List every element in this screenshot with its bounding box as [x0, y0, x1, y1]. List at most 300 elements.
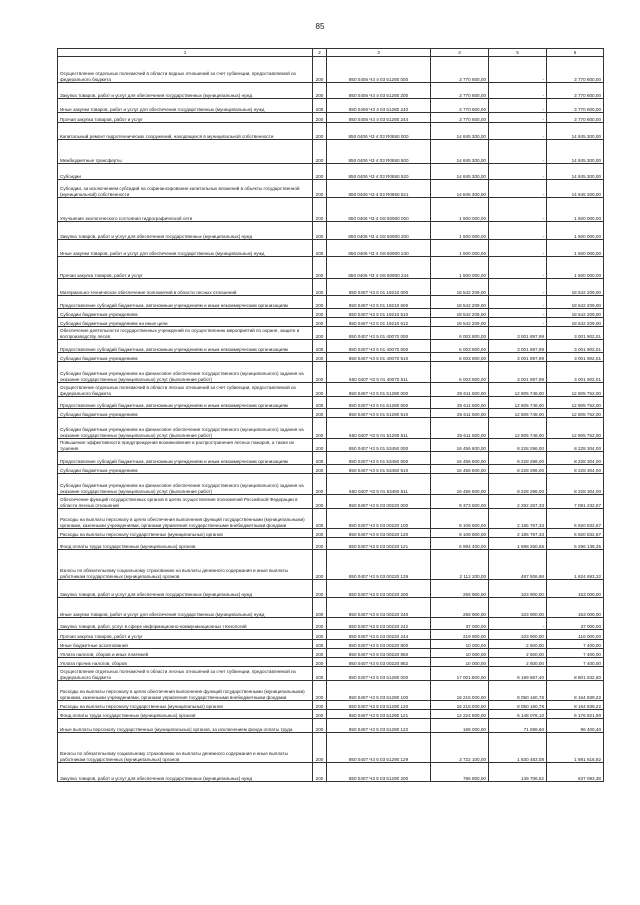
row-line-code-cell: 200 [313, 550, 327, 580]
row-budget-code-cell: 850 0407 Ч3 5 01 40070 600 [327, 340, 431, 353]
row-approved-amount-cell: 14 845 300,00 [431, 180, 489, 198]
row-unexecuted-amount-cell: 3 770 600,00 [547, 99, 604, 113]
row-approved-amount-cell: 6 994 400,00 [431, 538, 489, 550]
row-unexecuted-amount-cell: 37 000,00 [547, 618, 604, 630]
row-approved-amount-cell: 16 456 600,00 [431, 465, 489, 474]
table-row [58, 763, 604, 782]
row-name-cell: Расходы на выплаты персоналу государственных (муниципальных) органов [58, 529, 313, 538]
row-line-code-cell: 200 [313, 681, 327, 701]
row-approved-amount-cell: 10 000,00 [431, 640, 489, 649]
table-row [58, 362, 604, 383]
row-line-code-cell: 200 [313, 318, 327, 327]
row-executed-amount-cell: 2 185 767,33 [489, 509, 547, 529]
row-executed-amount-cell: - [489, 222, 547, 240]
row-unexecuted-amount-cell: 8 228 304,00 [547, 439, 604, 452]
row-unexecuted-amount-cell: 153 000,00 [547, 580, 604, 598]
row-budget-code-cell: 850 0407 Ч3 5 01 53450 611 [327, 474, 431, 495]
row-unexecuted-amount-cell: 18 542 209,00 [547, 309, 604, 318]
row-budget-code-cell: 850 0407 Ч3 5 03 51290 120 [327, 701, 431, 710]
table-row [58, 279, 604, 296]
row-executed-amount-cell: 2 600,00 [489, 658, 547, 667]
row-unexecuted-amount-cell: 8 228 304,00 [547, 474, 604, 495]
row-budget-code-cell: 850 0407 Ч3 5 01 53450 610 [327, 465, 431, 474]
row-line-code-cell: 200 [313, 701, 327, 710]
row-name-cell: Взносы по обязательному социальному страхованию на выплаты денежного содержания и иные выплаты работникам государственных (муниципальных) органов [58, 733, 313, 763]
row-budget-code-cell: 850 0407 Ч3 5 01 19210 610 [327, 309, 431, 318]
table-row [58, 164, 604, 180]
table-row [58, 598, 604, 618]
row-unexecuted-amount-cell: 3 770 600,00 [547, 57, 604, 83]
row-budget-code-cell: 850 0407 Ч3 5 03 00220 100 [327, 509, 431, 529]
row-line-code-cell: 200 [313, 509, 327, 529]
row-line-code-cell: 200 [313, 452, 327, 465]
table-row [58, 327, 604, 340]
row-budget-code-cell: 850 0407 Ч3 5 03 51290 129 [327, 733, 431, 763]
row-budget-code-cell: 850 0407 Ч3 5 03 51290 200 [327, 763, 431, 782]
row-line-code-cell: 200 [313, 538, 327, 550]
table-row [58, 681, 604, 701]
row-executed-amount-cell: 2 600,00 [489, 649, 547, 658]
row-approved-amount-cell: 1 500 000,00 [431, 198, 489, 222]
row-name-cell: Прочая закупка товаров, работ и услуг [58, 630, 313, 640]
row-unexecuted-amount-cell: 8 801 932,60 [547, 667, 604, 681]
row-executed-amount-cell: 8 050 160,78 [489, 701, 547, 710]
row-unexecuted-amount-cell: 7 081 232,67 [547, 495, 604, 509]
row-line-code-cell: 200 [313, 719, 327, 733]
row-approved-amount-cell: 6 003 800,00 [431, 362, 489, 383]
row-budget-code-cell: 850 0407 Ч3 5 01 40070 000 [327, 327, 431, 340]
row-executed-amount-cell: 149 706,62 [489, 763, 547, 782]
row-approved-amount-cell: 18 542 209,00 [431, 318, 489, 327]
table-row [58, 140, 604, 164]
row-line-code-cell: 200 [313, 439, 327, 452]
row-name-cell: Осуществление отдельных полномочий в области лесных отношений за счет субвенции, предоставляемой из федерального бюджета [58, 383, 313, 397]
table-row [58, 123, 604, 140]
row-executed-amount-cell: - [489, 309, 547, 318]
row-unexecuted-amount-cell: 8 228 304,00 [547, 452, 604, 465]
column-header: 3 [327, 49, 431, 57]
row-budget-code-cell: 850 0406 Ч3 4 03 51280 000 [327, 57, 431, 83]
row-unexecuted-amount-cell: 14 845 300,00 [547, 164, 604, 180]
table-row [58, 257, 604, 279]
table-row [58, 719, 604, 733]
row-executed-amount-cell: - [489, 99, 547, 113]
row-executed-amount-cell: 1 830 483,08 [489, 733, 547, 763]
page-number: 85 [315, 22, 325, 31]
row-unexecuted-amount-cell: 6 920 832,67 [547, 509, 604, 529]
row-name-cell: Закупка товаров, работ и услуг для обеспечения государственных (муниципальных) нужд [58, 222, 313, 240]
row-executed-amount-cell: - [489, 123, 547, 140]
row-name-cell: Обеспечение функций государственных органов в целях осуществления полномочий Российской Федерации в области лесных отношений [58, 495, 313, 509]
row-line-code-cell: 200 [313, 667, 327, 681]
row-unexecuted-amount-cell: 14 845 300,00 [547, 140, 604, 164]
row-name-cell: Иные выплаты персоналу государственных (муниципальных) органов, за исключением фонда оплаты труда [58, 719, 313, 733]
row-budget-code-cell: 850 0406 Ч3 4 03 51280 244 [327, 113, 431, 123]
row-unexecuted-amount-cell: 3 770 600,00 [547, 83, 604, 99]
row-executed-amount-cell: - [489, 279, 547, 296]
row-line-code-cell: 200 [313, 83, 327, 99]
table-row [58, 113, 604, 123]
row-line-code-cell: 200 [313, 763, 327, 782]
row-budget-code-cell: 850 0406 Ч3 4 03 R0650 000 [327, 123, 431, 140]
row-approved-amount-cell: 6 003 800,00 [431, 340, 489, 353]
table-row [58, 222, 604, 240]
row-name-cell: Расходы на выплаты персоналу в целях обеспечения выполнения функций государственными (муниципальными) органами, казенными учреждениями, органами управления государственными внебюджетными фондами [58, 509, 313, 529]
row-unexecuted-amount-cell: 12 805 752,00 [547, 418, 604, 439]
table-row [58, 649, 604, 658]
row-line-code-cell: 200 [313, 164, 327, 180]
row-line-code-cell: 200 [313, 733, 327, 763]
row-approved-amount-cell: 786 800,00 [431, 763, 489, 782]
row-budget-code-cell: 850 0406 Ч3 4 03 51280 200 [327, 83, 431, 99]
column-header: 4 [431, 49, 489, 57]
row-executed-amount-cell: 3 001 897,99 [489, 362, 547, 383]
row-budget-code-cell: 850 0407 Ч3 5 03 00220 850 [327, 649, 431, 658]
budget-execution-table [57, 48, 604, 782]
row-line-code-cell: 200 [313, 279, 327, 296]
column-header: 2 [313, 49, 327, 57]
row-name-cell: Предоставление субсидий бюджетным, автономным учреждениям и иным некоммерческим организациям [58, 340, 313, 353]
row-executed-amount-cell: 487 506,68 [489, 550, 547, 580]
row-name-cell: Прочая закупка товаров, работ и услуг [58, 113, 313, 123]
row-line-code-cell: 200 [313, 140, 327, 164]
row-name-cell: Улучшение экологического состояния гидрографической сети [58, 198, 313, 222]
table-row [58, 452, 604, 465]
row-approved-amount-cell: 219 900,00 [431, 630, 489, 640]
table-row [58, 465, 604, 474]
row-executed-amount-cell: 12 805 748,00 [489, 418, 547, 439]
row-unexecuted-amount-cell: 116 000,00 [547, 630, 604, 640]
row-approved-amount-cell: 16 456 600,00 [431, 439, 489, 452]
row-approved-amount-cell: 256 900,00 [431, 580, 489, 598]
row-name-cell: Уплата прочих налогов, сборов [58, 658, 313, 667]
row-unexecuted-amount-cell: 1 500 000,00 [547, 240, 604, 257]
row-unexecuted-amount-cell: 12 805 752,00 [547, 397, 604, 409]
table-row [58, 439, 604, 452]
row-unexecuted-amount-cell: 12 805 752,00 [547, 383, 604, 397]
row-approved-amount-cell: 9 106 600,00 [431, 509, 489, 529]
row-unexecuted-amount-cell: 3 001 902,01 [547, 327, 604, 340]
row-budget-code-cell: 850 0407 Ч3 5 03 00220 240 [327, 598, 431, 618]
row-unexecuted-amount-cell: 7 400,00 [547, 649, 604, 658]
table-row [58, 658, 604, 667]
row-executed-amount-cell: 8 228 296,00 [489, 474, 547, 495]
row-executed-amount-cell: - [489, 296, 547, 309]
row-approved-amount-cell: 18 542 209,00 [431, 309, 489, 318]
row-line-code-cell: 200 [313, 658, 327, 667]
row-unexecuted-amount-cell: 3 001 902,01 [547, 340, 604, 353]
row-line-code-cell: 200 [313, 383, 327, 397]
row-name-cell: Субсидии бюджетным учреждениям [58, 465, 313, 474]
row-name-cell: Расходы на выплаты персоналу государственных (муниципальных) органов [58, 701, 313, 710]
row-budget-code-cell: 850 0406 Ч3 4 G8 50900 244 [327, 257, 431, 279]
row-unexecuted-amount-cell: 12 805 752,00 [547, 409, 604, 418]
row-name-cell: Фонд оплаты труда государственных (муниципальных) органов [58, 538, 313, 550]
row-name-cell: Субсидии бюджетным учреждениям на финансовое обеспечение государственного (муниципального) задания на оказание государственных (муниципальных) услуг (выполнение работ) [58, 474, 313, 495]
row-name-cell: Прочая закупка товаров, работ и услуг [58, 257, 313, 279]
row-line-code-cell: 200 [313, 630, 327, 640]
row-name-cell: Закупка товаров, работ и услуг для обеспечения государственных (муниципальных) нужд [58, 763, 313, 782]
row-approved-amount-cell: 14 845 300,00 [431, 140, 489, 164]
table-row [58, 409, 604, 418]
row-unexecuted-amount-cell: 8 164 839,22 [547, 701, 604, 710]
table-row [58, 198, 604, 222]
row-line-code-cell: 200 [313, 640, 327, 649]
table-row [58, 296, 604, 309]
row-name-cell: Капитальный ремонт гидротехнических сооружений, находящихся в муниципальной собственности [58, 123, 313, 140]
row-name-cell: Иные закупки товаров, работ и услуг для обеспечения государственных (муниципальных) нужд [58, 240, 313, 257]
row-approved-amount-cell: 2 112 200,00 [431, 550, 489, 580]
row-budget-code-cell: 850 0407 Ч3 5 03 00220 852 [327, 658, 431, 667]
table-row [58, 353, 604, 362]
row-executed-amount-cell: - [489, 180, 547, 198]
row-line-code-cell: 200 [313, 296, 327, 309]
table-row [58, 397, 604, 409]
row-name-cell: Субсидии бюджетным учреждениям на финансовое обеспечение государственного (муниципального) задания на оказание государственных (муниципальных) услуг (выполнение работ) [58, 362, 313, 383]
row-budget-code-cell: 850 0406 Ч3 4 03 R0650 500 [327, 140, 431, 164]
row-executed-amount-cell: 8 228 296,00 [489, 465, 547, 474]
row-budget-code-cell: 850 0407 Ч3 5 01 51290 610 [327, 409, 431, 418]
row-line-code-cell: 200 [313, 529, 327, 538]
row-name-cell: Предоставление субсидий бюджетным, автономным учреждениям и иным некоммерческим организациям [58, 452, 313, 465]
row-line-code-cell: 200 [313, 327, 327, 340]
row-executed-amount-cell: 12 805 748,00 [489, 409, 547, 418]
row-executed-amount-cell: 8 199 867,40 [489, 667, 547, 681]
row-name-cell: Субсидии бюджетным учреждениям [58, 309, 313, 318]
row-approved-amount-cell: 16 215 000,00 [431, 681, 489, 701]
row-approved-amount-cell: 3 770 600,00 [431, 57, 489, 83]
row-name-cell: Субсидии бюджетным учреждениям [58, 409, 313, 418]
row-budget-code-cell: 850 0407 Ч3 5 03 00220 242 [327, 618, 431, 630]
row-executed-amount-cell: 6 148 078,10 [489, 710, 547, 719]
row-name-cell: Иные закупки товаров, работ и услуг для обеспечения государственных (муниципальных) нужд [58, 99, 313, 113]
row-budget-code-cell: 850 0407 Ч3 5 01 40070 611 [327, 362, 431, 383]
row-unexecuted-amount-cell: 7 400,00 [547, 640, 604, 649]
row-executed-amount-cell: 8 228 296,00 [489, 452, 547, 465]
row-line-code-cell: 200 [313, 113, 327, 123]
row-name-cell: Закупка товаров, работ и услуг для обеспечения государственных (муниципальных) нужд [58, 83, 313, 99]
column-header: 5 [489, 49, 547, 57]
row-approved-amount-cell: 168 000,00 [431, 719, 489, 733]
row-executed-amount-cell: - [489, 113, 547, 123]
table-row [58, 340, 604, 353]
row-approved-amount-cell: 16 456 600,00 [431, 474, 489, 495]
table-row [58, 240, 604, 257]
row-approved-amount-cell: 1 500 000,00 [431, 222, 489, 240]
table-row [58, 99, 604, 113]
row-budget-code-cell: 850 0407 Ч3 5 01 51290 611 [327, 418, 431, 439]
row-line-code-cell: 200 [313, 618, 327, 630]
row-budget-code-cell: 850 0407 Ч3 5 01 19210 000 [327, 279, 431, 296]
column-header: 1 [58, 49, 313, 57]
row-approved-amount-cell: 25 611 500,00 [431, 383, 489, 397]
row-approved-amount-cell: 3 770 600,00 [431, 99, 489, 113]
row-budget-code-cell: 850 0407 Ч3 5 03 00220 120 [327, 529, 431, 538]
row-name-cell: Взносы по обязательному социальному страхованию на выплаты денежного содержания и иные выплаты работникам государственных (муниципальных) органов [58, 550, 313, 580]
row-unexecuted-amount-cell: 153 000,00 [547, 598, 604, 618]
row-approved-amount-cell: 25 611 500,00 [431, 409, 489, 418]
row-unexecuted-amount-cell: 18 542 209,00 [547, 279, 604, 296]
row-approved-amount-cell: 17 001 800,00 [431, 667, 489, 681]
row-name-cell: Субсидии бюджетным учреждениям на финансовое обеспечение государственного (муниципального) задания на оказание государственных (муниципальных) услуг (выполнение работ) [58, 418, 313, 439]
column-header: 6 [547, 49, 604, 57]
row-approved-amount-cell: 16 215 000,00 [431, 701, 489, 710]
row-budget-code-cell: 850 0406 Ч3 4 03 51280 240 [327, 99, 431, 113]
row-budget-code-cell: 850 0407 Ч3 5 01 19210 600 [327, 296, 431, 309]
row-name-cell: Субсидии, за исключением субсидий на софинансирование капитальных вложений в объекты государственной (муниципальной) собственности [58, 180, 313, 198]
table-row [58, 309, 604, 318]
row-approved-amount-cell: 9 106 600,00 [431, 529, 489, 538]
table-row [58, 640, 604, 649]
row-budget-code-cell: 850 0407 Ч3 5 03 51290 000 [327, 667, 431, 681]
table-row [58, 538, 604, 550]
row-executed-amount-cell: 12 805 748,00 [489, 383, 547, 397]
table-row [58, 630, 604, 640]
row-executed-amount-cell: - [489, 240, 547, 257]
row-name-cell: Предоставление субсидий бюджетным, автономным учреждениям и иным некоммерческим организациям [58, 397, 313, 409]
row-budget-code-cell: 850 0407 Ч3 5 01 51290 600 [327, 397, 431, 409]
row-unexecuted-amount-cell: 7 400,00 [547, 658, 604, 667]
row-name-cell: Иные бюджетные ассигнования [58, 640, 313, 649]
row-line-code-cell: 200 [313, 123, 327, 140]
table-body [58, 57, 604, 782]
row-name-cell: Расходы на выплаты персоналу в целях обеспечения выполнения функций государственными (муниципальными) органами, казенными учреждениями, органами управления государственными внебюджетными фондами [58, 681, 313, 701]
row-budget-code-cell: 850 0406 Ч3 4 G8 50900 200 [327, 222, 431, 240]
row-budget-code-cell: 850 0407 Ч3 5 01 53450 600 [327, 452, 431, 465]
row-approved-amount-cell: 6 003 800,00 [431, 353, 489, 362]
row-executed-amount-cell: - [489, 618, 547, 630]
row-executed-amount-cell: 71 599,60 [489, 719, 547, 733]
row-unexecuted-amount-cell: 14 845 300,00 [547, 123, 604, 140]
row-approved-amount-cell: 1 500 000,00 [431, 257, 489, 279]
row-budget-code-cell: 850 0406 Ч3 4 G8 50900 000 [327, 198, 431, 222]
row-name-cell: Закупка товаров, работ и услуг для обеспечения государственных (муниципальных) нужд [58, 580, 313, 598]
row-budget-code-cell: 850 0407 Ч3 5 01 53450 000 [327, 439, 431, 452]
row-executed-amount-cell: 103 900,00 [489, 630, 547, 640]
row-line-code-cell: 200 [313, 409, 327, 418]
row-executed-amount-cell: 2 185 767,33 [489, 529, 547, 538]
row-approved-amount-cell: 37 000,00 [431, 618, 489, 630]
row-executed-amount-cell: 3 001 897,99 [489, 340, 547, 353]
row-unexecuted-amount-cell: 6 920 832,67 [547, 529, 604, 538]
row-approved-amount-cell: 18 542 209,00 [431, 279, 489, 296]
row-executed-amount-cell: - [489, 83, 547, 99]
row-name-cell: Субсидии [58, 164, 313, 180]
row-approved-amount-cell: 9 373 500,00 [431, 495, 489, 509]
row-budget-code-cell: 850 0407 Ч3 5 03 00220 129 [327, 550, 431, 580]
row-approved-amount-cell: 25 611 500,00 [431, 397, 489, 409]
row-approved-amount-cell: 16 456 600,00 [431, 452, 489, 465]
row-executed-amount-cell: 8 228 296,00 [489, 439, 547, 452]
row-approved-amount-cell: 3 770 600,00 [431, 113, 489, 123]
table-row [58, 550, 604, 580]
row-unexecuted-amount-cell: 8 228 304,00 [547, 465, 604, 474]
row-executed-amount-cell: 3 001 897,99 [489, 353, 547, 362]
row-budget-code-cell: 850 0407 Ч3 5 03 51290 122 [327, 719, 431, 733]
row-executed-amount-cell: - [489, 164, 547, 180]
row-executed-amount-cell: 1 698 260,65 [489, 538, 547, 550]
row-executed-amount-cell: 8 050 160,78 [489, 681, 547, 701]
row-unexecuted-amount-cell: 1 500 000,00 [547, 198, 604, 222]
table-row [58, 83, 604, 99]
row-approved-amount-cell: 256 900,00 [431, 598, 489, 618]
row-name-cell: Предоставление субсидий бюджетным, автономным учреждениям и иным некоммерческим организациям [58, 296, 313, 309]
row-unexecuted-amount-cell: 8 164 839,22 [547, 681, 604, 701]
row-approved-amount-cell: 10 000,00 [431, 658, 489, 667]
row-budget-code-cell: 850 0407 Ч3 5 01 40070 610 [327, 353, 431, 362]
row-approved-amount-cell: 12 224 900,00 [431, 710, 489, 719]
row-line-code-cell: 200 [313, 257, 327, 279]
row-budget-code-cell: 850 0407 Ч3 5 03 51290 121 [327, 710, 431, 719]
row-budget-code-cell: 850 0407 Ч3 5 01 51290 000 [327, 383, 431, 397]
row-approved-amount-cell: 3 722 100,00 [431, 733, 489, 763]
row-name-cell: Повышение эффективности предупреждения возникновения и распространения лесных пожаров, а также их тушения [58, 439, 313, 452]
row-name-cell: Закупка товаров, работ, услуг в сфере информационно-коммуникационных технологий [58, 618, 313, 630]
table-row [58, 529, 604, 538]
row-budget-code-cell: 850 0407 Ч3 5 03 00220 800 [327, 640, 431, 649]
row-executed-amount-cell: 3 001 897,99 [489, 327, 547, 340]
row-unexecuted-amount-cell: 3 001 902,01 [547, 362, 604, 383]
row-executed-amount-cell: - [489, 198, 547, 222]
row-budget-code-cell: 850 0407 Ч3 5 03 00220 000 [327, 495, 431, 509]
row-budget-code-cell: 850 0406 Ч3 4 03 R0650 520 [327, 164, 431, 180]
row-budget-code-cell: 850 0407 Ч3 5 03 00220 200 [327, 580, 431, 598]
row-unexecuted-amount-cell: 14 845 300,00 [547, 180, 604, 198]
row-budget-code-cell: 850 0407 Ч3 5 01 19210 612 [327, 318, 431, 327]
row-approved-amount-cell: 14 845 300,00 [431, 123, 489, 140]
row-name-cell: Уплата налогов, сборов и иных платежей [58, 649, 313, 658]
row-unexecuted-amount-cell: 1 500 000,00 [547, 257, 604, 279]
row-line-code-cell: 200 [313, 710, 327, 719]
row-executed-amount-cell: - [489, 57, 547, 83]
row-unexecuted-amount-cell: 3 770 600,00 [547, 113, 604, 123]
row-name-cell: Межбюджетные трансферты [58, 140, 313, 164]
row-line-code-cell: 200 [313, 474, 327, 495]
row-executed-amount-cell: - [489, 140, 547, 164]
row-executed-amount-cell: 12 805 748,00 [489, 397, 547, 409]
row-executed-amount-cell: - [489, 318, 547, 327]
row-unexecuted-amount-cell: 96 400,40 [547, 719, 604, 733]
row-name-cell: Иные закупки товаров, работ и услуг для обеспечения государственных (муниципальных) нужд [58, 598, 313, 618]
row-line-code-cell: 200 [313, 309, 327, 318]
row-name-cell: Обеспечение деятельности государственных учреждений по осуществлению мероприятий по охране, защите и воспроизводству лесов [58, 327, 313, 340]
row-budget-code-cell: 850 0406 Ч3 4 G8 50900 240 [327, 240, 431, 257]
row-line-code-cell: 200 [313, 397, 327, 409]
row-budget-code-cell: 850 0407 Ч3 5 03 00220 244 [327, 630, 431, 640]
table-row [58, 318, 604, 327]
row-name-cell: Субсидии бюджетным учреждениям на иные цели [58, 318, 313, 327]
row-name-cell: Материально-техническое обеспечение полномочий в области лесных отношений [58, 279, 313, 296]
row-approved-amount-cell: 10 000,00 [431, 649, 489, 658]
row-name-cell: Фонд оплаты труда государственных (муниципальных) органов [58, 710, 313, 719]
row-executed-amount-cell: 2 292 267,33 [489, 495, 547, 509]
table-row [58, 701, 604, 710]
table-row [58, 180, 604, 198]
row-name-cell: Осуществление отдельных полномочий в области водных отношений за счет субвенции, предоставляемой из федерального бюджета [58, 57, 313, 83]
table-row [58, 667, 604, 681]
table-row [58, 474, 604, 495]
row-unexecuted-amount-cell: 18 542 209,00 [547, 296, 604, 309]
row-line-code-cell: 200 [313, 649, 327, 658]
row-line-code-cell: 200 [313, 240, 327, 257]
row-executed-amount-cell: 103 900,00 [489, 598, 547, 618]
table-row [58, 618, 604, 630]
row-budget-code-cell: 850 0407 Ч3 5 03 00220 121 [327, 538, 431, 550]
row-unexecuted-amount-cell: 6 176 821,90 [547, 710, 604, 719]
row-line-code-cell: 200 [313, 362, 327, 383]
row-approved-amount-cell: 25 611 500,00 [431, 418, 489, 439]
row-approved-amount-cell: 6 003 800,00 [431, 327, 489, 340]
